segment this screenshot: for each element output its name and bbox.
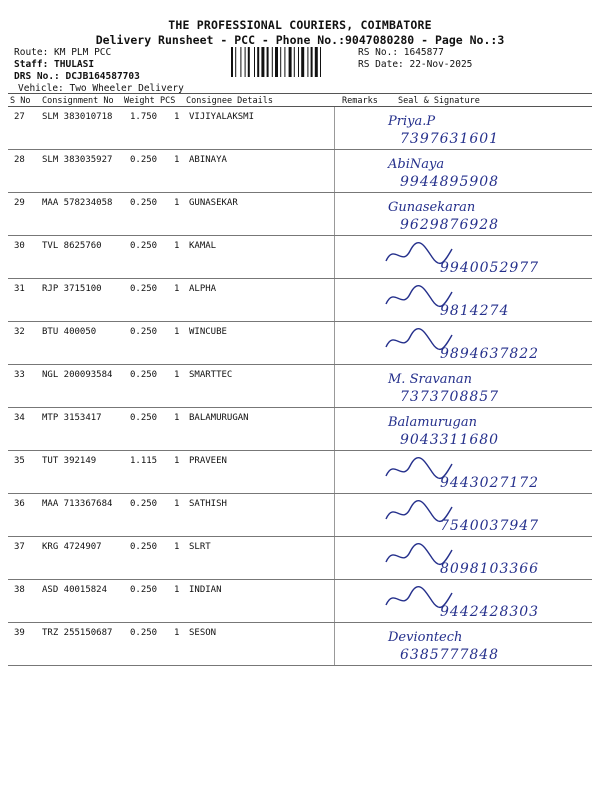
cell-pcs: 1 bbox=[174, 413, 180, 423]
cell-pcs: 1 bbox=[174, 241, 180, 251]
cell-consignee: GUNASEKAR bbox=[189, 198, 238, 208]
cell-weight: 0.250 bbox=[130, 370, 158, 380]
barcode-bar bbox=[248, 47, 250, 77]
cell-consignment: BTU 400050 bbox=[42, 327, 97, 337]
cell-consignment: SLM 383010718 bbox=[42, 112, 113, 122]
cell-weight: 0.250 bbox=[130, 499, 158, 509]
cell-weight: 0.250 bbox=[130, 327, 158, 337]
cell-weight: 0.250 bbox=[130, 241, 158, 251]
barcode-bar bbox=[280, 47, 281, 77]
signature-name: Gunasekaran bbox=[388, 200, 476, 215]
barcode-bar bbox=[245, 47, 246, 77]
document-title: THE PROFESSIONAL COURIERS, COIMBATORE bbox=[168, 18, 432, 32]
barcode-image bbox=[230, 47, 354, 77]
cell-pcs: 1 bbox=[174, 456, 180, 466]
cell-sno: 39 bbox=[14, 628, 25, 638]
cell-sno: 33 bbox=[14, 370, 25, 380]
cell-consignee: BALAMURUGAN bbox=[189, 413, 249, 423]
cell-sno: 27 bbox=[14, 112, 25, 122]
barcode-bar bbox=[257, 47, 259, 77]
signature-handwriting bbox=[380, 454, 590, 494]
signature-handwriting bbox=[380, 239, 590, 279]
signature-handwriting bbox=[380, 325, 590, 365]
signature-phone: 6385777848 bbox=[400, 647, 500, 663]
table-row bbox=[8, 580, 592, 623]
signature-phone: 8098103366 bbox=[440, 561, 540, 577]
column-header-weight: Weight bbox=[124, 96, 155, 106]
signature-name: Balamurugan bbox=[388, 415, 477, 430]
cell-weight: 0.250 bbox=[130, 542, 158, 552]
cell-consignee: SLRT bbox=[189, 542, 211, 552]
table-row bbox=[8, 107, 592, 150]
cell-consignment: ASD 40015824 bbox=[42, 585, 108, 595]
signature-handwriting bbox=[380, 540, 590, 580]
cell-consignment: KRG 4724907 bbox=[42, 542, 102, 552]
cell-consignment: SLM 383035927 bbox=[42, 155, 113, 165]
cell-weight: 0.250 bbox=[130, 155, 158, 165]
cell-sno: 29 bbox=[14, 198, 25, 208]
cell-consignee: ALPHA bbox=[189, 284, 217, 294]
cell-pcs: 1 bbox=[174, 628, 180, 638]
signature-name: M. Sravanan bbox=[388, 372, 473, 387]
cell-sno: 38 bbox=[14, 585, 25, 595]
signature-handwriting bbox=[380, 153, 590, 193]
barcode-bar bbox=[294, 47, 295, 77]
signature-phone: 9629876928 bbox=[400, 217, 500, 233]
cell-pcs: 1 bbox=[174, 499, 180, 509]
cell-consignee: PRAVEEN bbox=[189, 456, 227, 466]
barcode-bar bbox=[298, 47, 299, 77]
column-header-seal: Seal & Signature bbox=[398, 96, 480, 106]
table-row bbox=[8, 236, 592, 279]
signature-name: Deviontech bbox=[388, 630, 463, 645]
cell-consignment: TUT 392149 bbox=[42, 456, 97, 466]
cell-consignee: SATHISH bbox=[189, 499, 227, 509]
barcode-bar bbox=[320, 47, 321, 77]
cell-consignment: RJP 3715100 bbox=[42, 284, 102, 294]
cell-pcs: 1 bbox=[174, 585, 180, 595]
cell-weight: 0.250 bbox=[130, 198, 158, 208]
signature-phone: 7373708857 bbox=[400, 389, 500, 405]
cell-pcs: 1 bbox=[174, 370, 180, 380]
cell-sno: 28 bbox=[14, 155, 25, 165]
signature-phone: 9442428303 bbox=[440, 604, 540, 620]
column-header-consignment: Consignment No bbox=[42, 96, 114, 106]
barcode-bar bbox=[289, 47, 292, 77]
rs-number: RS No.: 1645877 bbox=[358, 47, 444, 58]
cell-weight: 1.750 bbox=[130, 112, 158, 122]
barcode-bar bbox=[267, 47, 269, 77]
column-header-pcs: PCS bbox=[160, 96, 176, 106]
barcode-bar bbox=[307, 47, 308, 77]
barcode-bar bbox=[254, 47, 255, 77]
cell-sno: 35 bbox=[14, 456, 25, 466]
cell-consignee: WINCUBE bbox=[189, 327, 227, 337]
cell-pcs: 1 bbox=[174, 112, 180, 122]
cell-weight: 0.250 bbox=[130, 413, 158, 423]
document-subtitle: Delivery Runsheet - PCC - Phone No.:9047080280 - Page No.:3 bbox=[95, 33, 505, 47]
route-label: Route: KM PLM PCC bbox=[14, 47, 112, 58]
table-row bbox=[8, 193, 592, 236]
signature-name: AbiNaya bbox=[388, 157, 445, 172]
barcode-bar bbox=[235, 47, 236, 77]
cell-pcs: 1 bbox=[174, 284, 180, 294]
barcode-bar bbox=[240, 47, 241, 77]
signature-phone: 9894637822 bbox=[440, 346, 540, 362]
cell-consignment: TVL 8625760 bbox=[42, 241, 102, 251]
table-row bbox=[8, 365, 592, 408]
table-row bbox=[8, 537, 592, 580]
cell-consignee: KAMAL bbox=[189, 241, 217, 251]
barcode-bar bbox=[275, 47, 278, 77]
barcode-bar bbox=[272, 47, 273, 77]
table-row bbox=[8, 623, 592, 666]
barcode-bar bbox=[231, 47, 233, 77]
signature-phone: 9443027172 bbox=[440, 475, 540, 491]
column-header-remarks: Remarks bbox=[342, 96, 378, 106]
cell-consignee: VIJIYALAKSMI bbox=[189, 112, 255, 122]
barcode-bar bbox=[311, 47, 313, 77]
signature-phone: 9814274 bbox=[440, 303, 510, 319]
column-header-sno: S No bbox=[10, 96, 31, 106]
column-header-consignee: Consignee Details bbox=[186, 96, 273, 106]
signature-phone: 9944895908 bbox=[400, 174, 500, 190]
cell-weight: 1.115 bbox=[130, 456, 158, 466]
drs-number: DRS No.: DCJB164587703 bbox=[14, 71, 140, 82]
cell-pcs: 1 bbox=[174, 198, 180, 208]
cell-consignment: NGL 200093584 bbox=[42, 370, 113, 380]
vehicle-label: Vehicle: Two Wheeler Delivery bbox=[18, 83, 184, 94]
header-top-rule bbox=[8, 93, 592, 94]
barcode-bar bbox=[284, 47, 285, 77]
signature-handwriting bbox=[380, 282, 590, 322]
barcode-bar bbox=[261, 47, 264, 77]
signature-handwriting bbox=[380, 196, 590, 236]
cell-sno: 30 bbox=[14, 241, 25, 251]
cell-consignment: MAA 713367684 bbox=[42, 499, 113, 509]
table-row bbox=[8, 408, 592, 451]
cell-weight: 0.250 bbox=[130, 284, 158, 294]
cell-sno: 37 bbox=[14, 542, 25, 552]
rs-date: RS Date: 22-Nov-2025 bbox=[358, 59, 473, 70]
staff-label: Staff: THULASI bbox=[14, 59, 95, 70]
cell-sno: 32 bbox=[14, 327, 25, 337]
cell-pcs: 1 bbox=[174, 542, 180, 552]
cell-weight: 0.250 bbox=[130, 628, 158, 638]
table-row bbox=[8, 279, 592, 322]
cell-pcs: 1 bbox=[174, 155, 180, 165]
barcode-bar bbox=[301, 47, 304, 77]
signature-phone: 7540037947 bbox=[440, 518, 540, 534]
signature-phone: 9043311680 bbox=[400, 432, 500, 448]
signature-phone: 7397631601 bbox=[400, 131, 500, 147]
signature-handwriting bbox=[380, 497, 590, 537]
cell-consignment: MAA 578234058 bbox=[42, 198, 113, 208]
cell-pcs: 1 bbox=[174, 327, 180, 337]
signature-name: Priya.P bbox=[388, 114, 436, 129]
row-divider bbox=[8, 665, 592, 666]
cell-consignee: ABINAYA bbox=[189, 155, 227, 165]
signature-handwriting bbox=[380, 626, 590, 666]
signature-phone: 9940052977 bbox=[440, 260, 540, 276]
signature-handwriting bbox=[380, 411, 590, 451]
table-row bbox=[8, 451, 592, 494]
cell-consignee: SMARTTEC bbox=[189, 370, 233, 380]
cell-consignment: TRZ 255150687 bbox=[42, 628, 113, 638]
cell-consignee: INDIAN bbox=[189, 585, 222, 595]
cell-consignment: MTP 3153417 bbox=[42, 413, 102, 423]
table-row bbox=[8, 494, 592, 537]
cell-sno: 34 bbox=[14, 413, 25, 423]
cell-sno: 36 bbox=[14, 499, 25, 509]
signature-handwriting bbox=[380, 368, 590, 408]
barcode-bar bbox=[315, 47, 318, 77]
signature-handwriting bbox=[380, 583, 590, 623]
cell-sno: 31 bbox=[14, 284, 25, 294]
table-row bbox=[8, 150, 592, 193]
cell-weight: 0.250 bbox=[130, 585, 158, 595]
signature-handwriting bbox=[380, 110, 590, 150]
table-row bbox=[8, 322, 592, 365]
cell-consignee: SESON bbox=[189, 628, 217, 638]
